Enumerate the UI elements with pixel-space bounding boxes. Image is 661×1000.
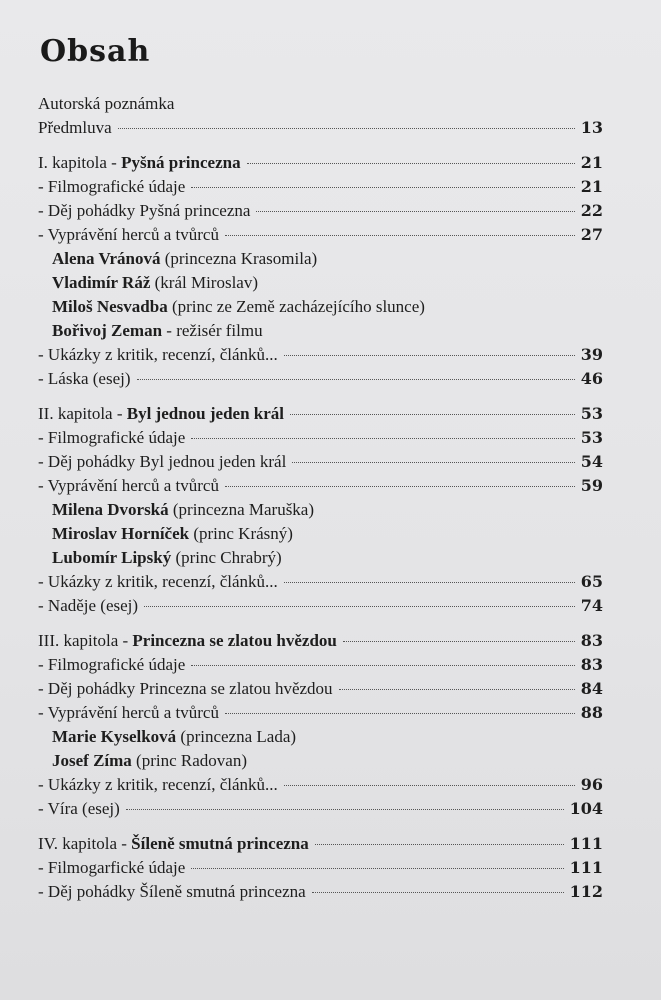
entry-text: - Děj pohádky Šíleně smutná princezna [38,882,306,901]
toc-entry-label [38,880,306,904]
page-number: 96 [580,775,603,794]
toc-entry-label [52,498,314,522]
person-role: - režisér filmu [162,321,263,340]
toc-entry-label [38,594,138,618]
toc-entry-label [38,832,309,856]
page-number: 74 [580,596,603,615]
dot-leader [126,809,564,810]
entry-text: Předmluva [38,118,112,137]
toc-entry-row [38,151,603,175]
dot-leader [312,892,564,893]
toc-entry-label [38,629,337,653]
toc-entry-label [38,343,278,367]
entry-text: I. kapitola - [38,153,122,172]
toc-entry-label [38,450,286,474]
page-number: 112 [569,882,603,901]
page-number: 27 [580,225,603,244]
toc-entry-row [38,832,603,856]
chapter-title: Pyšná princezna [121,153,241,172]
dot-leader [284,785,575,786]
toc-person-row [38,498,603,522]
table-of-contents [38,92,603,904]
person-role: (princezna Krasomila) [160,249,318,268]
toc-entry-label [38,797,120,821]
entry-text: - Filmografické údaje [38,655,186,674]
toc-entry-row [38,450,603,474]
toc-entry-label [38,116,112,140]
entry-text: - Vyprávění herců a tvůrců [38,225,219,244]
person-role: (král Miroslav) [150,273,259,292]
person-name: Bořivoj Zeman [52,321,163,340]
dot-leader [343,641,575,642]
toc-entry-label [52,247,317,271]
entry-text: - Filmografické údaje [38,177,186,196]
entry-text: - Vyprávění herců a tvůrců [38,476,219,495]
person-role: (princ Krásný) [189,524,293,543]
toc-entry-label [38,653,185,677]
toc-entry-label [38,223,219,247]
person-name: Vladimír Ráž [52,273,151,292]
page-number: 65 [580,572,603,591]
toc-entry-label [52,271,258,295]
entry-text: - Filmogarfické údaje [38,858,186,877]
dot-leader [191,868,563,869]
toc-entry-row [38,223,603,247]
toc-person-row [38,522,603,546]
toc-person-row [38,271,603,295]
page-title: Obsah [40,34,151,69]
person-role: (princ Radovan) [131,751,247,770]
entry-text: - Ukázky z kritik, recenzí, článků... [38,775,278,794]
page-number: 104 [569,799,603,818]
dot-leader [137,379,575,380]
page-number: 54 [580,452,603,471]
toc-entry-row [38,175,603,199]
entry-text: II. kapitola - [38,404,127,423]
entry-text: Autorská poznámka [38,94,175,113]
dot-leader [225,713,575,714]
toc-entry-label [52,522,293,546]
toc-entry-label [38,199,250,223]
page-number: 39 [580,345,603,364]
dot-leader [247,163,575,164]
dot-leader [191,438,574,439]
toc-person-row [38,319,603,343]
page-number: 88 [580,703,603,722]
toc-entry-label [52,319,263,343]
dot-leader [339,689,575,690]
page-number: 21 [580,153,603,172]
toc-entry-label [38,367,131,391]
toc-entry-label [38,402,284,426]
person-name: Milena Dvorská [52,500,169,519]
dot-leader [315,844,564,845]
toc-person-row [38,725,603,749]
dot-leader [290,414,575,415]
toc-entry-row [38,880,603,904]
page-number: 111 [569,858,603,877]
toc-entry-row [38,797,603,821]
entry-text: - Naděje (esej) [38,596,139,615]
toc-person-row [38,247,603,271]
toc-entry-label [52,546,282,570]
toc-entry-row [38,92,603,116]
toc-entry-row [38,701,603,725]
person-role: (princezna Lada) [176,727,297,746]
toc-entry-label [38,773,278,797]
toc-entry-row [38,773,603,797]
toc-entry-label [38,570,278,594]
section-gap [38,391,603,402]
page-number: 46 [580,369,603,388]
toc-entry-label [38,677,333,701]
toc-entry-label [38,701,219,725]
toc-entry-row [38,426,603,450]
entry-text: III. kapitola - [38,631,133,650]
person-name: Miloš Nesvadba [52,297,168,316]
page-number: 22 [580,201,603,220]
chapter-title: Šíleně smutná princezna [131,834,309,853]
toc-entry-label [38,426,185,450]
page-number: 21 [580,177,603,196]
dot-leader [191,665,574,666]
chapter-title: Princezna se zlatou hvězdou [132,631,337,650]
toc-entry-label [52,295,425,319]
section-gap [38,140,603,151]
entry-text: - Filmografické údaje [38,428,186,447]
toc-entry-row [38,402,603,426]
toc-entry-row [38,570,603,594]
page-number: 84 [580,679,603,698]
toc-entry-row [38,367,603,391]
page-number: 83 [580,655,603,674]
person-role: (princ Chrabrý) [171,548,282,567]
person-role: (princ ze Země zacházejícího slunce) [167,297,425,316]
page-number: 83 [580,631,603,650]
person-name: Marie Kyselková [52,727,177,746]
toc-entry-row [38,199,603,223]
toc-entry-row [38,116,603,140]
entry-text: - Ukázky z kritik, recenzí, článků... [38,345,278,364]
entry-text: - Děj pohádky Princezna se zlatou hvězdou [38,679,333,698]
dot-leader [118,128,575,129]
page-number: 13 [580,118,603,137]
entry-text: - Láska (esej) [38,369,131,388]
dot-leader [284,582,575,583]
person-name: Miroslav Horníček [52,524,190,543]
toc-entry-row [38,343,603,367]
dot-leader [144,606,575,607]
entry-text: - Děj pohádky Byl jednou jeden král [38,452,287,471]
toc-entry-row [38,653,603,677]
toc-entry-row [38,474,603,498]
person-name: Alena Vránová [52,249,161,268]
dot-leader [225,486,575,487]
page-number: 59 [580,476,603,495]
section-gap [38,618,603,629]
person-name: Lubomír Lipský [52,548,172,567]
person-name: Josef Zíma [52,751,132,770]
entry-text: - Ukázky z kritik, recenzí, článků... [38,572,278,591]
toc-entry-label [38,175,185,199]
page-number: 111 [569,834,603,853]
dot-leader [225,235,575,236]
toc-entry-row [38,629,603,653]
dot-leader [284,355,575,356]
dot-leader [191,187,574,188]
toc-entry-row [38,856,603,880]
dot-leader [256,211,574,212]
page-number: 53 [580,428,603,447]
page-number: 53 [580,404,603,423]
section-gap [38,821,603,832]
toc-entry-row [38,677,603,701]
toc-entry-label [52,725,296,749]
toc-entry-label [38,474,219,498]
entry-text: - Děj pohádky Pyšná princezna [38,201,251,220]
toc-entry-label [38,151,241,175]
entry-text: - Vyprávění herců a tvůrců [38,703,219,722]
toc-entry-label [38,856,185,880]
dot-leader [292,462,574,463]
entry-text: - Víra (esej) [38,799,120,818]
entry-text: IV. kapitola - [38,834,132,853]
person-role: (princezna Maruška) [168,500,315,519]
toc-person-row [38,546,603,570]
toc-entry-label [38,92,174,116]
toc-person-row [38,749,603,773]
toc-person-row [38,295,603,319]
toc-entry-label [52,749,247,773]
chapter-title: Byl jednou jeden král [126,404,285,423]
toc-entry-row [38,594,603,618]
